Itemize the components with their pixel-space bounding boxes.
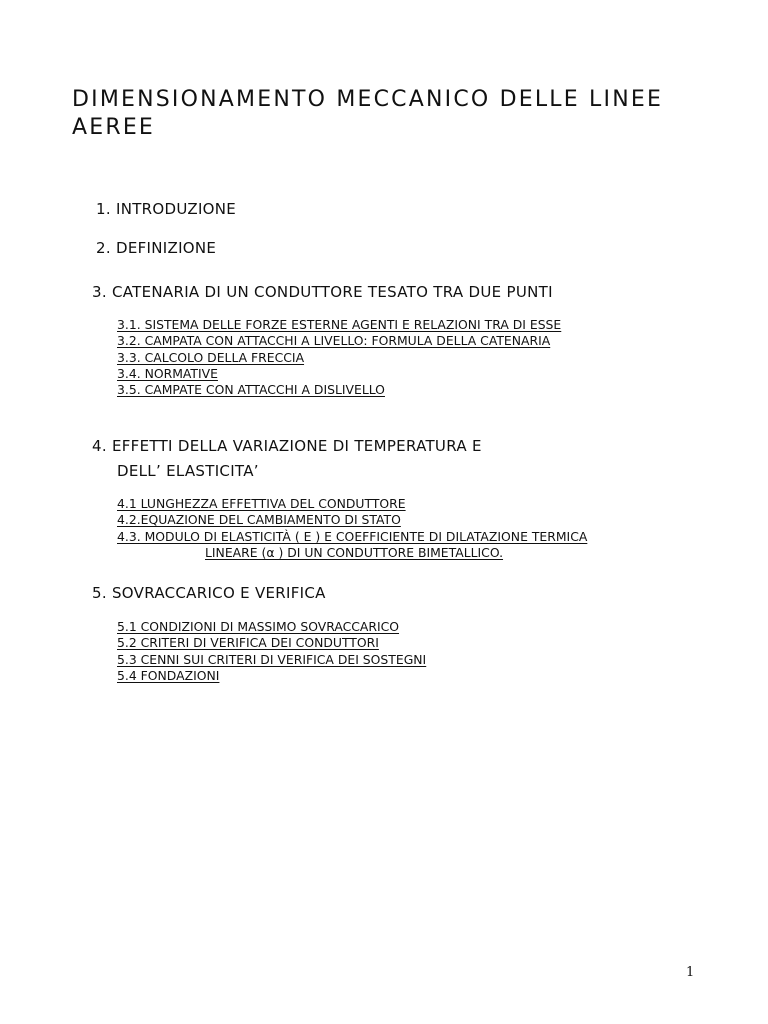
section-3-subitems — [117, 317, 561, 398]
section-4-heading-line-2: DELL’ ELASTICITA’ — [117, 462, 259, 480]
toc-link-4-1[interactable]: 4.1 LUNGHEZZA EFFETTIVA DEL CONDUTTORE — [117, 496, 406, 511]
toc-link-3-1[interactable]: 3.1. SISTEMA DELLE FORZE ESTERNE AGENTI E RELAZIONI TRA DI ESSE — [117, 317, 562, 332]
section-3-heading: 3. CATENARIA DI UN CONDUTTORE TESATO TRA DUE PUNTI — [92, 283, 553, 301]
toc-link-3-3[interactable]: 3.3. CALCOLO DELLA FRECCIA — [117, 349, 305, 365]
title-line-1: DIMENSIONAMENTO MECCANICO DELLE LINEE — [72, 87, 664, 112]
toc-link-3-5[interactable]: 3.5. CAMPATE CON ATTACCHI A DISLIVELLO — [117, 382, 385, 398]
section-1-heading: 1. INTRODUZIONE — [96, 200, 237, 218]
section-4-subitems — [117, 496, 587, 561]
toc-link-3-2[interactable]: 3.2. CAMPATA CON ATTACCHI A LIVELLO: FORMULA DELLA CATENARIA — [117, 333, 551, 349]
toc-link-5-1[interactable]: 5.1 CONDIZIONI DI MASSIMO SOVRACCARICO — [117, 619, 400, 634]
toc-link-5-2[interactable]: 5.2 CRITERI DI VERIFICA DEI CONDUTTORI — [117, 635, 379, 651]
toc-link-4-2[interactable]: 4.2.EQUAZIONE DEL CAMBIAMENTO DI STATO — [117, 512, 401, 528]
toc-link-4-3[interactable]: 4.3. MODULO DI ELASTICITÀ ( E ) E COEFFICIENTE DI DILATAZIONE TERMICA — [117, 528, 588, 544]
title-line-2: AEREE — [72, 115, 156, 140]
section-2-heading: 2. DEFINIZIONE — [96, 239, 217, 257]
document-title — [72, 86, 663, 142]
page-number: 1 — [686, 965, 695, 980]
toc-link-4-3-continuation[interactable]: LINEARE (α ) DI UN CONDUTTORE BIMETALLICO. — [205, 544, 504, 560]
toc-link-5-3[interactable]: 5.3 CENNI SUI CRITERI DI VERIFICA DEI SOSTEGNI — [117, 651, 427, 667]
toc-link-3-4[interactable]: 3.4. NORMATIVE — [117, 365, 218, 381]
section-5-subitems — [117, 619, 426, 684]
section-4-heading-line-1: 4. EFFETTI DELLA VARIAZIONE DI TEMPERATURA E — [92, 437, 482, 455]
section-5-heading: 5. SOVRACCARICO E VERIFICA — [92, 584, 326, 602]
toc-link-5-4[interactable]: 5.4 FONDAZIONI — [117, 667, 220, 683]
